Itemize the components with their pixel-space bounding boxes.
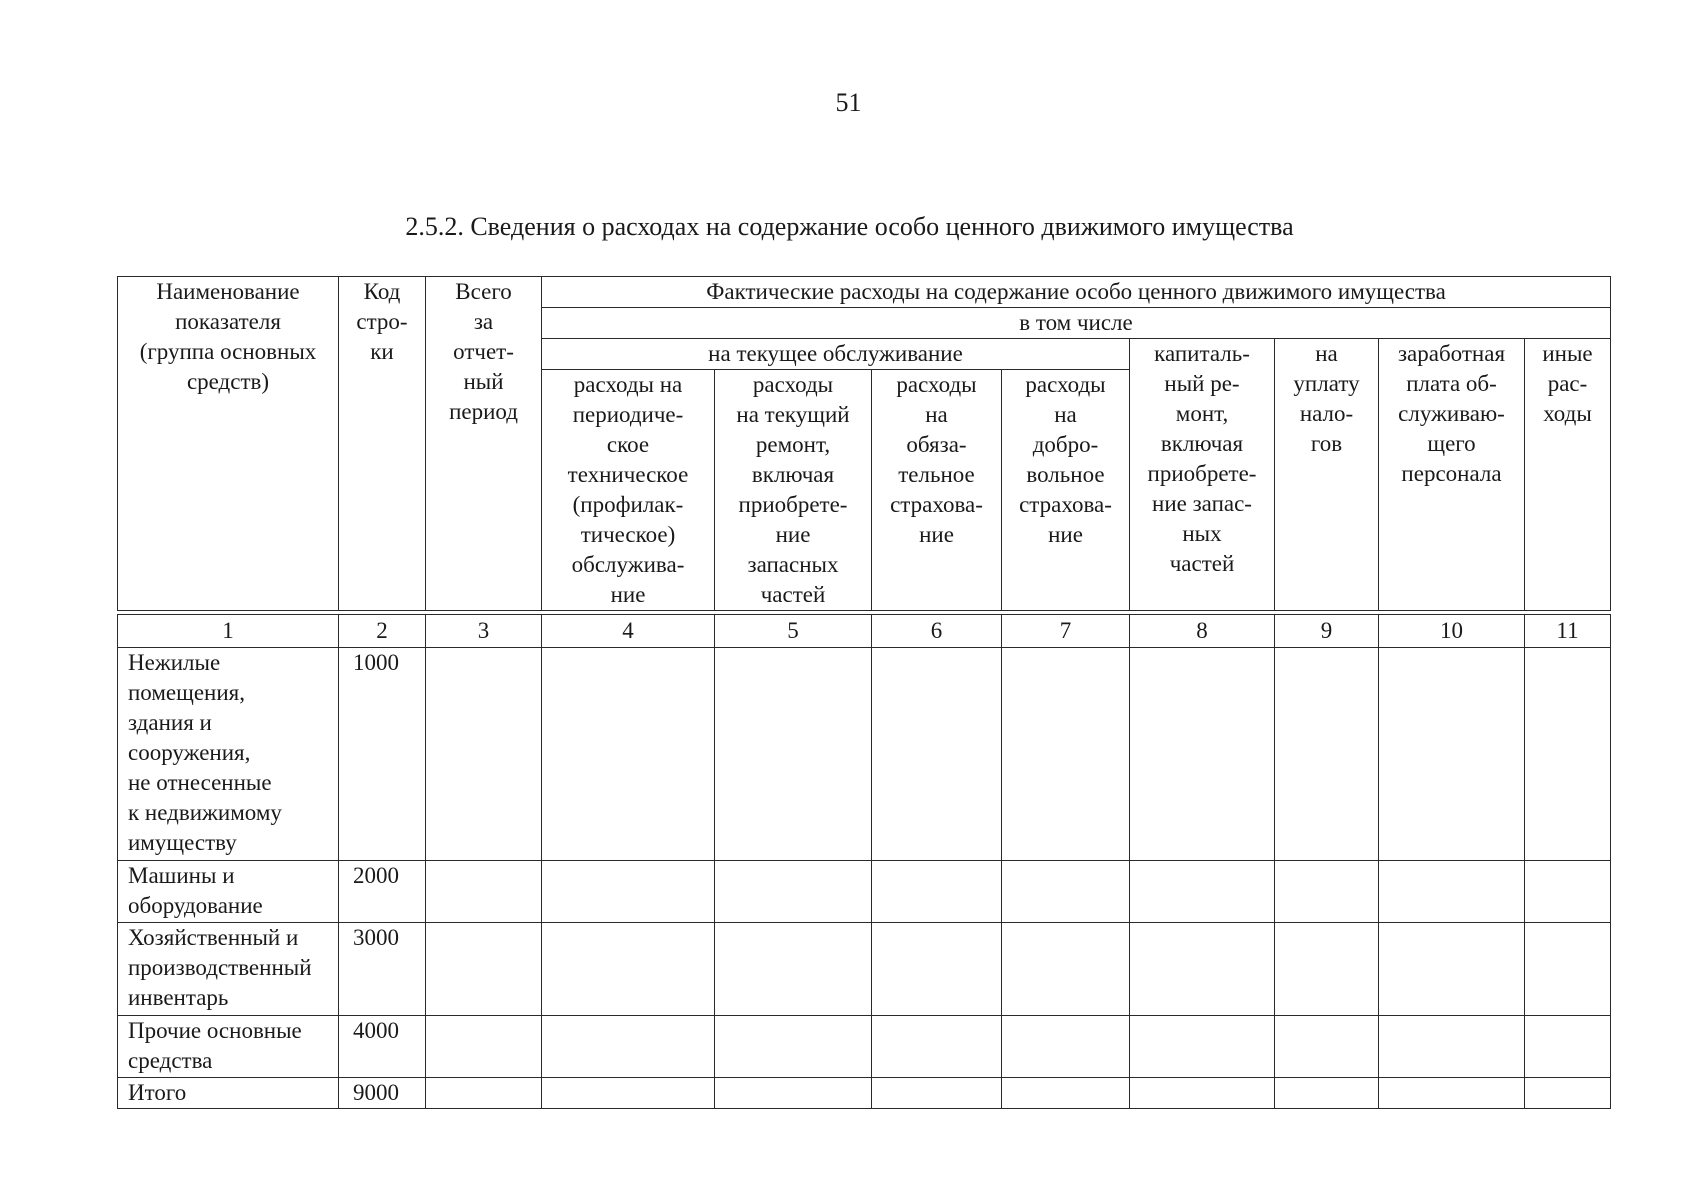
header-taxes-line: гов [1310,431,1343,456]
header-periodic-line: расходы на [573,372,683,397]
data-cell[interactable] [426,1016,542,1078]
row-name-line: средства [128,1048,213,1073]
data-cell[interactable] [542,648,715,861]
data-cell[interactable] [715,648,872,861]
data-cell[interactable] [1275,1016,1379,1078]
header-repair-line: частей [760,582,826,607]
column-number: 4 [542,615,715,648]
header-name-line: (группа основных [139,339,317,364]
data-cell[interactable] [1130,648,1275,861]
data-cell[interactable] [1525,648,1611,861]
header-other-line: рас- [1547,371,1588,396]
header-mandatory-insurance-line: страхова- [890,492,983,517]
header-including: в том числе [542,308,1611,339]
row-code: 4000 [339,1016,426,1078]
row-name-cell [118,1078,339,1109]
row-name-cell [118,861,339,923]
header-repair-line: приобрете- [738,492,848,517]
row-name-line: сооружения, [128,740,251,765]
header-mandatory-insurance-cell [872,370,1002,611]
header-capital-repair-line: капиталь- [1154,341,1250,366]
header-code-line: ки [370,339,394,364]
header-repair-line: ремонт, [755,432,831,457]
table-row [118,861,1611,923]
header-mandatory-insurance-line: тельное [898,462,975,487]
header-taxes-line: уплату [1293,371,1360,396]
data-cell[interactable] [1525,861,1611,923]
row-name-cell [118,648,339,861]
header-taxes-cell [1275,339,1379,611]
data-cell[interactable] [715,861,872,923]
header-name-line: средств) [186,369,270,394]
header-voluntary-insurance-line: страхова- [1019,492,1112,517]
header-voluntary-insurance-line: ние [1048,522,1083,547]
data-cell[interactable] [1379,861,1525,923]
data-cell[interactable] [715,1078,872,1109]
header-taxes-line: на [1315,341,1338,366]
data-cell[interactable] [1275,923,1379,1016]
row-name-line: здания и [128,710,212,735]
column-number: 6 [872,615,1002,648]
header-capital-repair-line: ный ре- [1164,371,1240,396]
header-name-cell [118,277,339,611]
data-cell[interactable] [872,1078,1002,1109]
row-name-line: не отнесенные [128,770,272,795]
column-number: 2 [339,615,426,648]
data-cell[interactable] [1002,648,1130,861]
header-capital-repair-line: ние запас- [1152,491,1252,516]
header-total-line: отчет- [453,339,514,364]
data-cell[interactable] [1379,1016,1525,1078]
header-periodic-line: ние [610,582,646,607]
header-capital-repair-line: монт, [1175,401,1229,426]
header-repair-cell [715,370,872,611]
row-name-line: Итого [128,1080,187,1105]
header-voluntary-insurance-line: добро- [1032,432,1099,457]
header-repair-line: ние [775,522,811,547]
header-code-cell [339,277,426,611]
header-repair-line: включая [751,462,835,487]
table-body [117,614,1611,1109]
column-number: 7 [1002,615,1130,648]
page-number: 51 [835,88,862,117]
header-total-line: Всего [455,279,512,304]
data-cell[interactable] [1002,861,1130,923]
header-other-line: иные [1542,341,1593,366]
column-number: 1 [118,615,339,648]
header-repair-line: запасных [747,552,839,577]
data-cell[interactable] [1525,1016,1611,1078]
data-cell[interactable] [715,923,872,1016]
data-cell[interactable] [1379,1078,1525,1109]
header-mandatory-insurance-line: расходы [896,372,977,397]
row-name-line: Нежилые [128,650,221,675]
row-name-cell [118,1016,339,1078]
data-cell[interactable] [542,1016,715,1078]
header-other-line: ходы [1543,401,1592,426]
header-total-cell [426,277,542,611]
header-voluntary-insurance-line: расходы [1025,372,1106,397]
data-cell[interactable] [1379,923,1525,1016]
data-cell[interactable] [1275,1078,1379,1109]
column-numbers-row [118,615,1611,648]
data-cell[interactable] [1379,648,1525,861]
table-row [118,1016,1611,1078]
row-name-line: помещения, [128,680,245,705]
header-salary-cell [1379,339,1525,611]
header-total-line: ный [463,369,504,394]
data-cell[interactable] [542,1078,715,1109]
row-name-line: Машины и [128,863,235,888]
table-row [118,1078,1611,1109]
header-current-service: на текущее обслуживание [542,339,1130,370]
data-cell[interactable] [1130,861,1275,923]
data-cell[interactable] [426,861,542,923]
header-taxes-line: нало- [1299,401,1354,426]
data-cell[interactable] [1002,923,1130,1016]
row-name-line: производственный [128,955,312,980]
header-periodic-line: тическое) [580,522,676,547]
header-periodic-cell [542,370,715,611]
data-cell[interactable] [426,1078,542,1109]
table-row [118,648,1611,861]
header-salary-line: заработная [1397,341,1506,366]
header-voluntary-insurance-line: на [1054,402,1077,427]
column-number: 8 [1130,615,1275,648]
data-cell[interactable] [872,861,1002,923]
header-voluntary-insurance-cell [1002,370,1130,611]
data-cell[interactable] [1002,1016,1130,1078]
data-cell[interactable] [542,861,715,923]
data-cell[interactable] [426,648,542,861]
header-voluntary-insurance-line: вольное [1026,462,1105,487]
header-actual-expenses: Фактические расходы на содержание особо ценного движимого имущества [542,277,1611,308]
table-header [117,276,1611,611]
header-name-line: Наименование [156,279,300,304]
header-capital-repair-line: включая [1160,431,1244,456]
header-salary-line: персонала [1401,461,1502,486]
data-cell[interactable] [872,648,1002,861]
column-number: 3 [426,615,542,648]
header-repair-line: расходы [752,372,834,397]
data-cell[interactable] [872,923,1002,1016]
row-name-line: Прочие основные [128,1018,302,1043]
data-cell[interactable] [715,1016,872,1078]
data-cell[interactable] [1275,861,1379,923]
header-mandatory-insurance-line: ние [919,522,954,547]
header-salary-line: плата об- [1406,371,1497,396]
row-code: 3000 [339,923,426,1016]
header-periodic-line: ское [606,432,650,457]
data-cell[interactable] [1525,923,1611,1016]
row-name-line: Хозяйственный и [128,925,299,950]
header-name-line: показателя [175,309,281,334]
header-capital-repair-line: приобрете- [1147,461,1257,486]
row-code: 2000 [339,861,426,923]
data-cell[interactable] [1130,1078,1275,1109]
header-periodic-line: обслужива- [571,552,685,577]
data-cell[interactable] [1275,648,1379,861]
row-name-line: оборудование [128,893,263,918]
header-code-line: стро- [356,309,408,334]
column-number: 9 [1275,615,1379,648]
header-repair-line: на текущий [736,402,850,427]
section-title: 2.5.2. Сведения о расходах на содержание особо ценного движимого имущества [405,212,1294,241]
header-mandatory-insurance-line: на [925,402,948,427]
header-periodic-line: периодиче- [572,402,684,427]
row-name-line: имуществу [128,830,237,855]
header-salary-line: щего [1427,431,1476,456]
header-other-cell [1525,339,1611,611]
header-capital-repair-line: частей [1169,551,1235,576]
data-cell[interactable] [1002,1078,1130,1109]
header-mandatory-insurance-line: обяза- [906,432,967,457]
header-code-line: Код [363,279,401,304]
row-code: 9000 [339,1078,426,1109]
row-name-line: инвентарь [128,985,229,1010]
header-salary-line: служиваю- [1398,401,1505,426]
column-number: 10 [1379,615,1525,648]
column-number: 11 [1525,615,1611,648]
data-cell[interactable] [542,923,715,1016]
header-total-line: за [473,309,494,334]
data-cell[interactable] [1130,923,1275,1016]
row-name-line: к недвижимому [128,800,282,825]
column-number: 5 [715,615,872,648]
data-cell[interactable] [872,1016,1002,1078]
data-cell[interactable] [1130,1016,1275,1078]
header-periodic-line: (профилак- [572,492,684,517]
data-cell[interactable] [1525,1078,1611,1109]
data-cell[interactable] [426,923,542,1016]
table-row [118,923,1611,1016]
header-capital-repair-line: ных [1182,521,1222,546]
header-total-line: период [449,399,518,424]
row-name-cell [118,923,339,1016]
header-capital-repair-cell [1130,339,1275,611]
header-periodic-line: техническое [567,462,689,487]
row-code: 1000 [339,648,426,861]
